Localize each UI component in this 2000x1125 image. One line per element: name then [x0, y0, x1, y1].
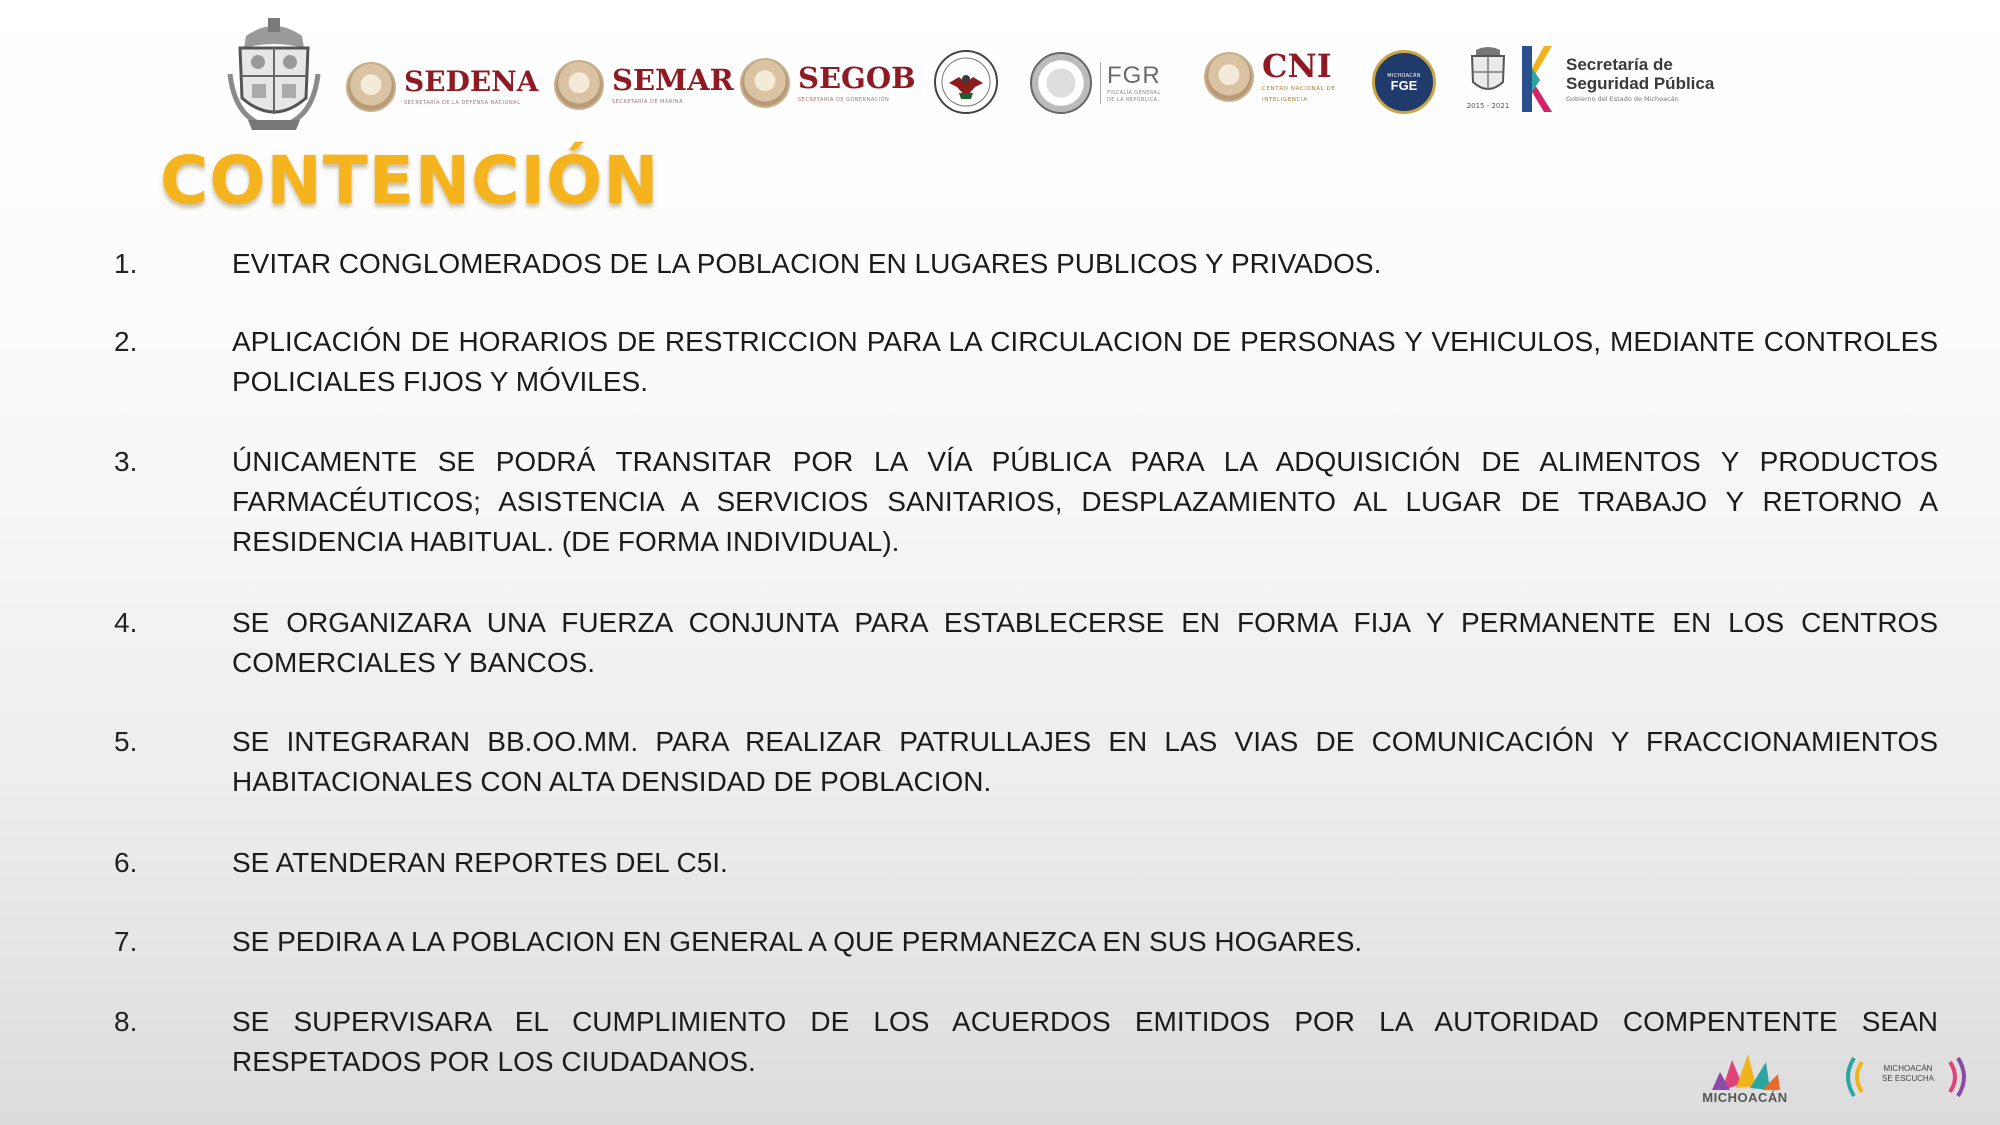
item-text: APLICACIÓN DE HORARIOS DE RESTRICCION PARA LA CIRCULACION DE PERSONAS Y VEHICULOS, MEDIANTE CONTROLES POLICIALES FIJOS Y MÓVILES.	[232, 326, 1938, 397]
semar-logo	[554, 60, 734, 110]
item-text: EVITAR CONGLOMERADOS DE LA POBLACION EN LUGARES PUBLICOS Y PRIVADOS.	[232, 248, 1382, 279]
michoacan-coat-of-arms-logo	[226, 14, 322, 132]
michoacan-seal-icon	[1466, 44, 1510, 100]
escucha-line-2: SE ESCUCHA	[1881, 1074, 1934, 1083]
guardia-nacional-eagle-icon	[937, 53, 995, 111]
fge-subtitle: MICHOACÁN	[1387, 72, 1421, 79]
fgr-subtitle-1: FISCALÍA GENERAL	[1107, 90, 1161, 96]
semar-subtitle: SECRETARÍA DE MARINA	[612, 98, 683, 105]
item-number: 6.	[114, 847, 138, 878]
mexico-eagle-seal-icon	[346, 62, 396, 112]
segob-name: SEGOB	[798, 60, 916, 95]
ssp-k-mark-icon	[1518, 42, 1556, 116]
sedena-logo	[346, 62, 539, 112]
ssp-name-line-2: Seguridad Pública	[1566, 74, 1715, 93]
michoacan-se-escucha-label	[1868, 1064, 1948, 1084]
mexico-eagle-seal-icon	[554, 60, 604, 110]
item-text: SE ORGANIZARA UNA FUERZA CONJUNTA PARA ESTABLECERSE EN FORMA FIJA Y PERMANENTE EN LOS CENTROS COMERCIALES Y BANCOS.	[232, 607, 1938, 678]
mexico-eagle-seal-icon	[1204, 52, 1254, 102]
guardia-nacional-logo	[934, 50, 998, 114]
ssp-logo	[1518, 42, 1714, 116]
fgr-name: FGR	[1107, 62, 1161, 89]
item-text: SE INTEGRARAN BB.OO.MM. PARA REALIZAR PATRULLAJES EN LAS VIAS DE COMUNICACIÓN Y FRACCIONAMIENTOS HABITACIONALES CON ALTA DENSIDAD DE POBLACION.	[232, 726, 1938, 797]
sedena-subtitle: SECRETARÍA DE LA DEFENSA NACIONAL	[404, 100, 521, 106]
item-text: SE PEDIRA A LA POBLACION EN GENERAL A QUE PERMANEZCA EN SUS HOGARES.	[232, 926, 1363, 957]
fge-logo	[1372, 50, 1436, 114]
item-number: 8.	[114, 1006, 138, 1037]
sedena-name: SEDENA	[404, 65, 539, 98]
fgr-seal-icon	[1030, 52, 1092, 114]
item-number: 3.	[114, 446, 138, 477]
cni-subtitle-1: CENTRO NACIONAL DE	[1262, 86, 1336, 92]
item-number: 7.	[114, 926, 138, 957]
ssp-name-line-1: Secretaría de	[1566, 55, 1673, 74]
item-text: ÚNICAMENTE SE PODRÁ TRANSITAR POR LA VÍA PÚBLICA PARA LA ADQUISICIÓN DE ALIMENTOS Y PRODUCTOS FARMACÉUTICOS; ASISTENCIA A SERVICIOS SANITARIOS, DESPLAZAMIENTO AL LUGAR DE TRABAJO Y RETORNO A RESIDENCIA HABITUAL. (DE FORMA INDIVIDUAL).	[232, 446, 1938, 557]
page-title: CONTENCIÓN	[160, 142, 660, 219]
segob-logo	[740, 58, 916, 108]
cni-logo	[1204, 47, 1336, 104]
coat-of-arms-icon	[226, 14, 322, 132]
fgr-subtitle-2: DE LA REPÚBLICA	[1107, 97, 1158, 103]
government-period: 2015 - 2021	[1466, 102, 1510, 110]
segob-subtitle: SECRETARÍA DE GOBERNACIÓN	[798, 96, 890, 103]
item-number: 4.	[114, 607, 138, 638]
item-text: SE SUPERVISARA EL CUMPLIMIENTO DE LOS ACUERDOS EMITIDOS POR LA AUTORIDAD COMPENTENTE SEAN RESPETADOS POR LOS CIUDADANOS.	[232, 1006, 1938, 1077]
ssp-subtitle: Gobierno del Estado de Michoacán	[1566, 95, 1679, 103]
fgr-logo	[1030, 52, 1161, 114]
cni-name: CNI	[1262, 47, 1332, 85]
logo-bar	[0, 0, 2000, 150]
semar-name: SEMAR	[612, 62, 734, 97]
cni-subtitle-2: INTELIGENCIA	[1262, 97, 1308, 103]
fge-name: FGE	[1390, 77, 1418, 93]
item-text: SE ATENDERAN REPORTES DEL C5I.	[232, 847, 728, 878]
item-number: 1.	[114, 248, 138, 279]
escucha-line-1: MICHOACÁN	[1883, 1064, 1933, 1073]
michoacan-government-logo	[1466, 44, 1510, 110]
item-number: 5.	[114, 726, 138, 757]
item-number: 2.	[114, 326, 138, 357]
mexico-eagle-seal-icon	[740, 58, 790, 108]
michoacan-brand-label: MICHOACÁN	[1702, 1090, 1788, 1105]
